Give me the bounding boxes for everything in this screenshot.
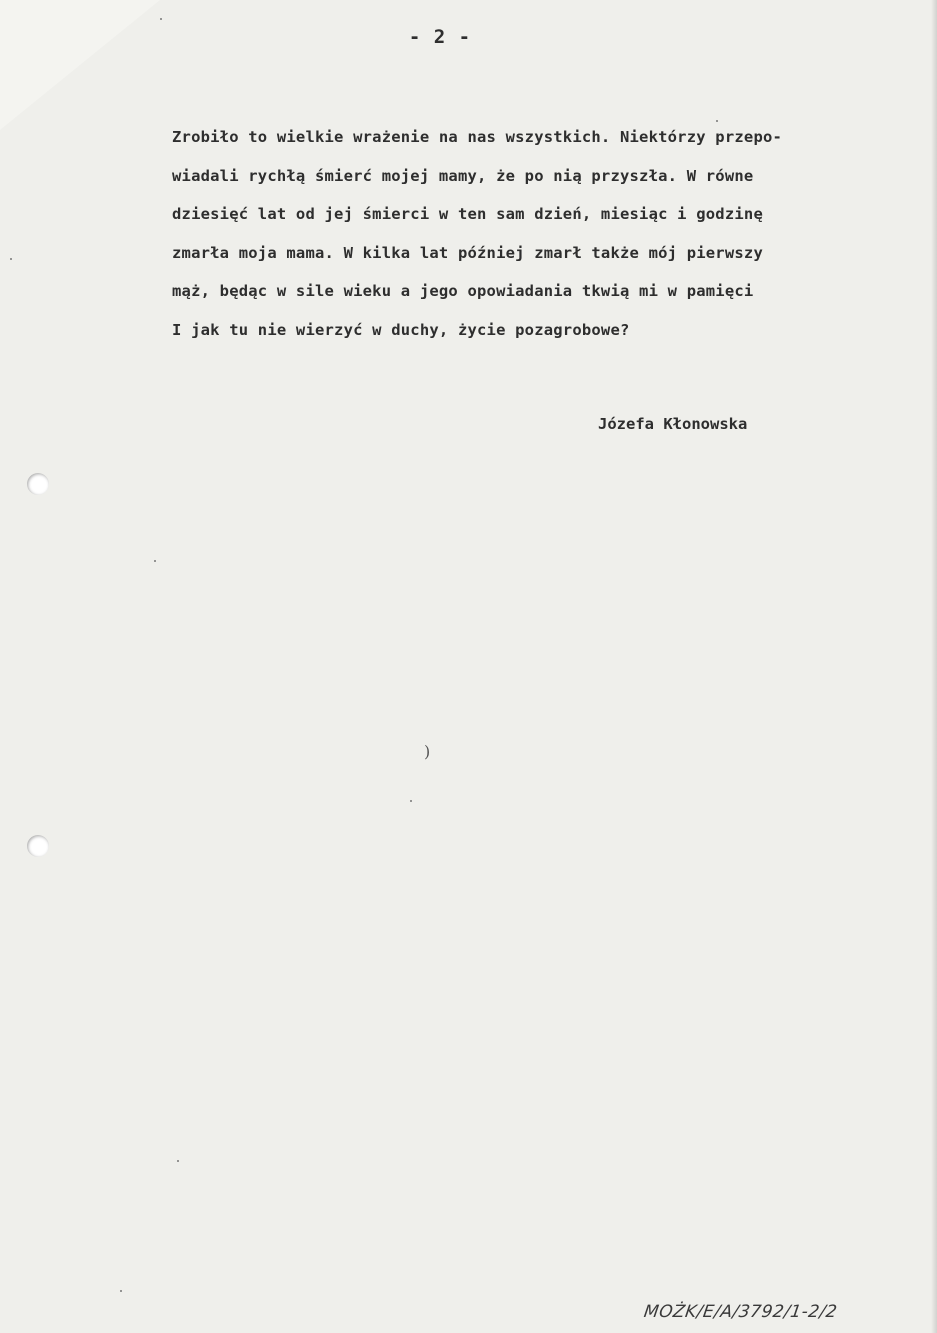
paper-speck: [154, 560, 156, 562]
punch-hole-top: [27, 473, 49, 495]
page-edge-shadow: [931, 0, 937, 1333]
text-line: zmarła moja mama. W kilka lat później zmarł także mój pierwszy: [172, 243, 763, 262]
text-line: wiadali rychłą śmierć mojej mamy, że po nią przyszła. W równe: [172, 166, 754, 185]
punch-hole-bottom: [27, 835, 49, 857]
paper-speck: [716, 120, 718, 122]
author-signature: Józefa Kłonowska: [598, 415, 748, 433]
paper-speck: [177, 1160, 179, 1162]
paper-speck: [410, 800, 412, 802]
text-line: Zrobiło to wielkie wrażenie na nas wszystkich. Niektórzy przepo-: [172, 128, 783, 146]
paper-speck: [120, 1290, 122, 1292]
archive-reference-handwritten: MOŻK/E/A/3792/1-2/2: [642, 1302, 839, 1322]
text-line: I jak tu nie wierzyć w duchy, życie pozagrobowe?: [172, 320, 630, 339]
page-fold-shading: [0, 0, 160, 130]
paper-speck: [160, 18, 162, 20]
text-line: dziesięć lat od jej śmierci w ten sam dzień, miesiąc i godzinę: [172, 205, 763, 223]
stray-pencil-mark: ): [424, 742, 431, 761]
page-number: - 2 -: [408, 26, 472, 48]
typed-text-block: [172, 118, 892, 349]
text-line: mąż, będąc w sile wieku a jego opowiadania tkwią mi w pamięci: [172, 282, 754, 300]
paper-speck: [10, 258, 12, 260]
